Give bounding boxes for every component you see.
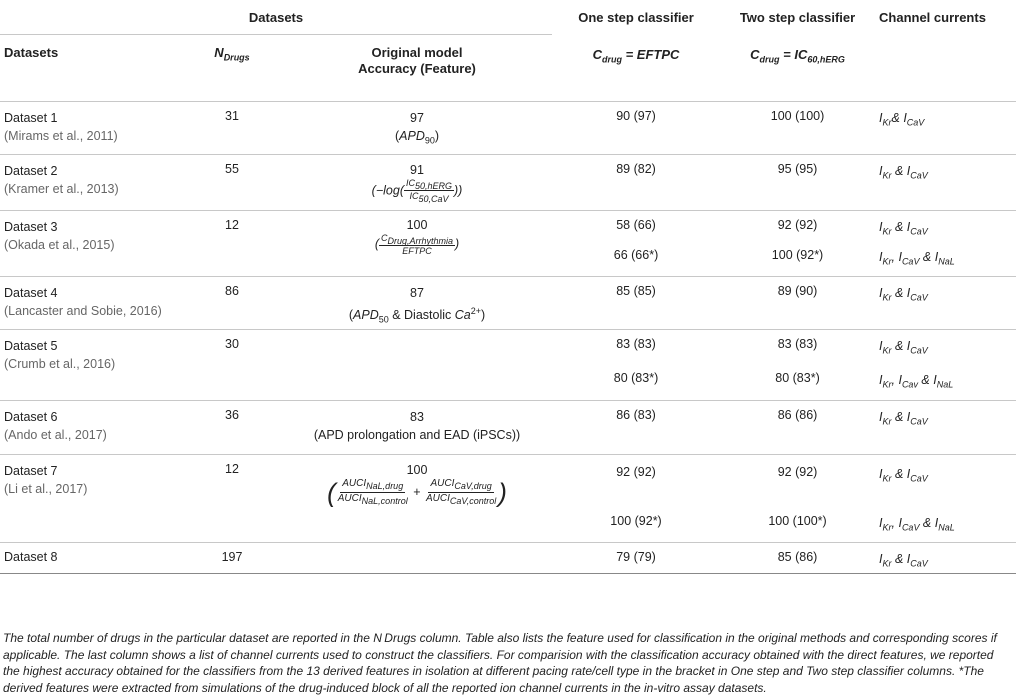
ndrugs-value: 36 [182,400,282,454]
channel-currents: $I_{Kr}$ & $I_{CaV}$ [879,466,928,483]
one-step-value: 58 (66) [616,217,656,232]
one-step-value: 79 (79) [552,542,720,573]
channel-currents: $I_{Kr}$, $I_{Cav}$ & $I_{NaL}$ [875,367,1016,400]
header-two-step-formula: $C_{drug} = IC_{60,hERG}$ [720,35,875,102]
table-row [0,400,1016,454]
channel-currents: $I_{Kr}$, $I_{CaV}$ & $I_{NaL}$ [875,244,1016,276]
original-accuracy: 100 ( $\frac{AUCI_{NaL,drug}}{AUCI_{NaL,control}}$ + $\frac{AUCI_{CaV,drug}}{AUCI_{CaV,control}}$ ) [282,454,552,542]
channel-currents: $I_{Kr}$, $I_{CaV}$ & $I_{NaL}$ [875,512,1016,542]
one-step-value: 80 (83*) [552,367,720,400]
header-one-step: One step classifier [578,9,694,25]
one-step-value: 85 (85) [552,276,720,329]
header-ndrugs: $N_{Drugs}$ [182,35,282,102]
two-step-value: 95 (95) [720,154,875,210]
dataset-name: Dataset 1 (Mirams et al., 2011) [0,101,182,154]
two-step-value: 100 (100*) [720,512,875,542]
one-step-value: 89 (82) [552,154,720,210]
two-step-value: 86 (86) [720,400,875,454]
two-step-value: 89 (90) [720,276,875,329]
header-channel-currents: Channel currents [879,9,986,25]
two-step-value: 85 (86) [720,542,875,573]
dataset-name: Dataset 2 (Kramer et al., 2013) [0,154,182,210]
one-step-value: 66 (66*) [552,244,720,276]
ndrugs-value: 12 [182,210,282,276]
channel-currents: $I_{Kr}$ & $I_{CaV}$ [875,276,1016,329]
two-step-value: 80 (83*) [720,367,875,400]
two-step-value: 100 (92*) [720,244,875,276]
header-two-step: Two step classifier [739,9,856,25]
header-original-model: Original model Accuracy (Feature) [282,35,552,102]
table-footnote: The total number of drugs in the particular dataset are reported in the N Drugs column. Table also lists the feature used for classification in the original methods and corresponding scores if applicable. The last column shows a list of channel currents used to construct the classifiers. For comparision with the classification accuracy obtained with the direct features, we reported the highest accuracy obtained for the classifiers from the 13 derived features in isolation at different pacing rate/cell type in the bracket in One step and Two step classifier columns. *The derived features were extracted from simulations of the drug-induced block of all the reported ion channel currents in the in-vitro assay datasets. [3,631,997,695]
ndrugs-value: 197 [182,542,282,573]
two-step-value: 100 (100) [720,101,875,154]
table-row [0,210,1016,244]
dataset-name: Dataset 7 (Li et al., 2017) [0,454,182,542]
dataset-name: Dataset 4 (Lancaster and Sobie, 2016) [0,276,182,329]
dataset-name: Dataset 8 [0,542,182,573]
header-one-step-formula: $C_{drug}$ = EFTPC [552,35,720,102]
original-accuracy: 87 ($APD_{50}$ & Diastolic $Ca^{2+}$) [282,276,552,329]
dataset-name: Dataset 6 (Ando et al., 2017) [0,400,182,454]
dataset-name: Dataset 3 (Okada et al., 2015) [0,210,182,276]
dataset-name: Dataset 5 (Crumb et al., 2016) [0,329,182,400]
original-accuracy: 100 ( $\frac{C_{Drug,Arrhythmia}}{\text{EFTPC}}$ ) [282,210,552,276]
original-accuracy: 97 $(APD_{90})$ [282,101,552,154]
one-step-value: 86 (83) [552,400,720,454]
ndrugs-value: 12 [182,454,282,542]
header-row-columns [0,35,1016,102]
one-step-value: 100 (92*) [552,512,720,542]
table-row [0,101,1016,154]
one-step-value: 90 (97) [552,101,720,154]
channel-currents: $I_{Kr}$ & $I_{CaV}$ [879,219,928,236]
ndrugs-value: 31 [182,101,282,154]
table-row [0,454,1016,512]
table-row [0,276,1016,329]
header-datasets: Datasets [0,35,182,102]
two-step-value: 83 (83) [777,336,818,351]
ndrugs-value: 30 [182,329,282,400]
header-row-group [0,0,1016,35]
one-step-value: 83 (83) [616,336,656,351]
table-row [0,542,1016,573]
channel-currents: $I_{Kr}$ & $I_{CaV}$ [875,400,1016,454]
two-step-value: 92 (92) [777,217,818,232]
two-step-value: 92 (92) [777,464,818,479]
ndrugs-value: 86 [182,276,282,329]
table-row [0,329,1016,367]
table-row [0,154,1016,210]
original-accuracy [282,329,552,400]
channel-currents: $I_{Kr}$ & $I_{CaV}$ [875,154,1016,210]
channel-currents: $I_{Kr}$ & $I_{CaV}$ [879,338,928,355]
one-step-value: 92 (92) [616,464,656,479]
channel-currents: $I_{Kr}\&$ $I_{CaV}$ [875,101,1016,154]
original-accuracy: 91 (−log( $\frac{IC_{50,hERG}}{IC_{50,CaV}}$ )) [282,154,552,210]
original-accuracy: 83 (APD prolongation and EAD (iPSCs)) [282,400,552,454]
ndrugs-value: 55 [182,154,282,210]
header-datasets-group: Datasets [0,0,552,35]
channel-currents: $I_{Kr}$ & $I_{CaV}$ [875,542,1016,573]
